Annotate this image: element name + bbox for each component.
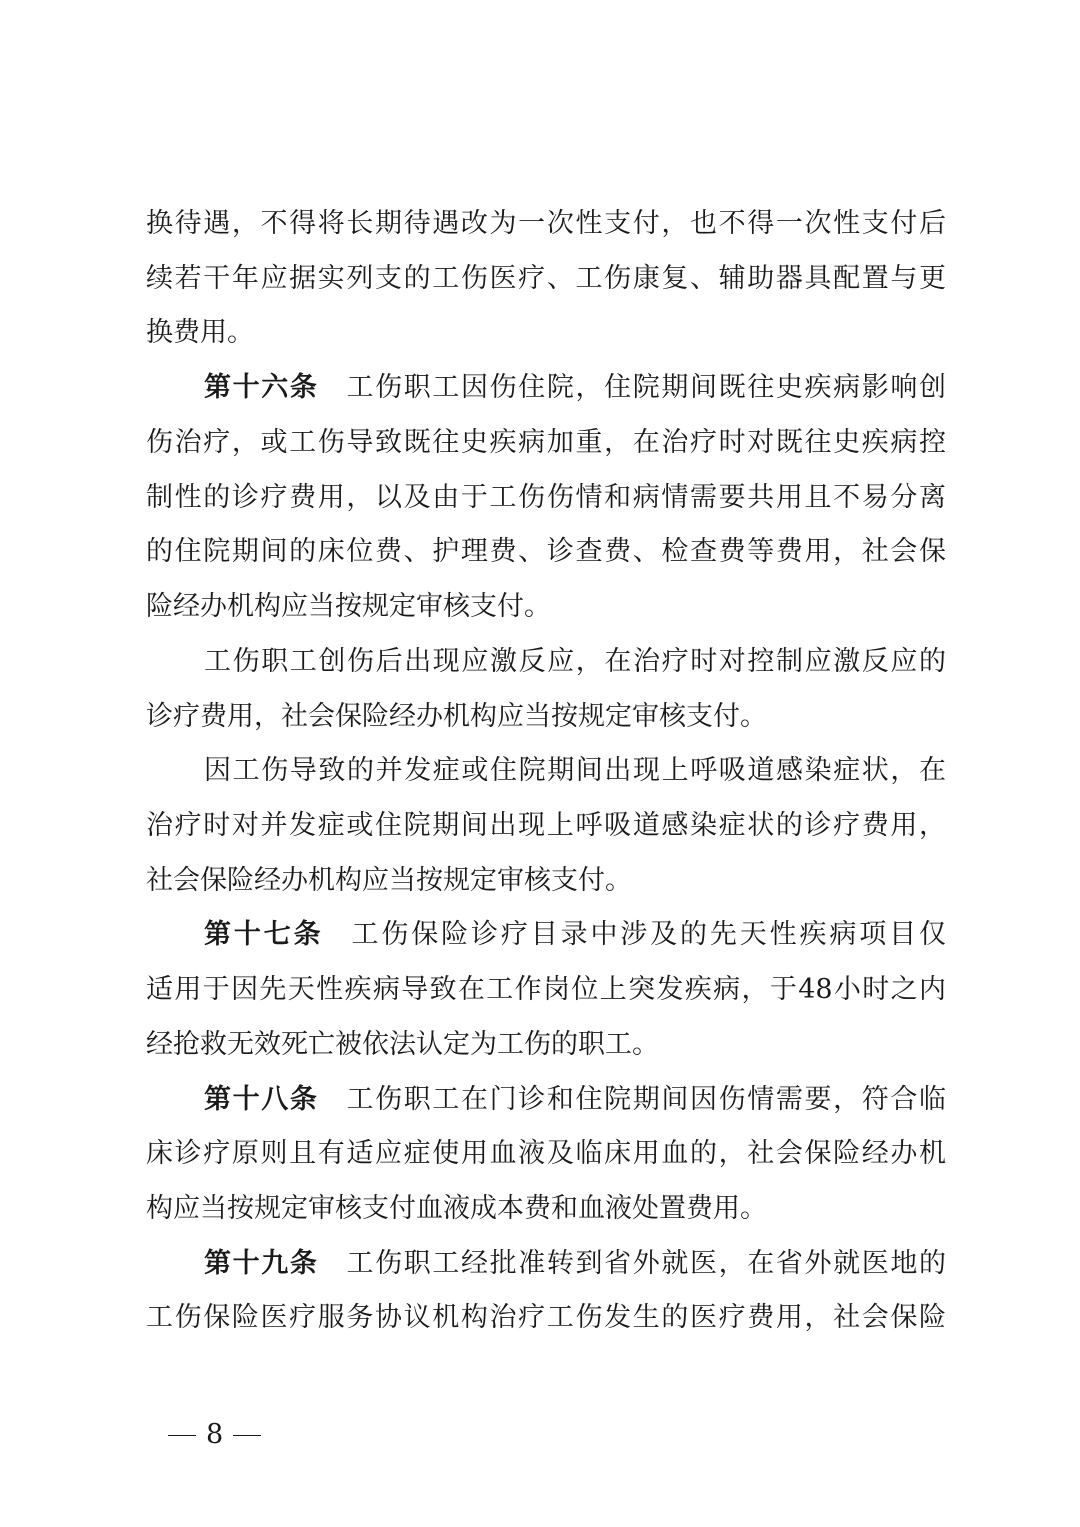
text-line: 制性的诊疗费用，以及由于工伤伤情和病情需要共用且不易分离 xyxy=(146,482,946,513)
text-line: 适用于因先天性疾病导致在工作岗位上突发疾病，于48小时之内 xyxy=(146,974,946,1005)
text-line: 工伤保险诊疗目录中涉及的先天性疾病项目仅 xyxy=(351,919,946,950)
text-line: 续若干年应据实列支的工伤医疗、工伤康复、辅助器具配置与更 xyxy=(146,263,946,294)
dash-left xyxy=(168,1435,196,1436)
page-footer xyxy=(168,1417,261,1453)
text-line: 治疗时对并发症或住院期间出现上呼吸道感染症状的诊疗费用， xyxy=(146,810,946,841)
text-line: 工伤职工因伤住院，住院期间既往史疾病影响创 xyxy=(346,372,946,403)
article-18-label: 第十八条 xyxy=(204,1084,319,1115)
article-16-label: 第十六条 xyxy=(204,372,319,403)
article-18-first-line xyxy=(204,1080,946,1120)
page-number: 8 xyxy=(206,1419,224,1450)
article-17-first-line xyxy=(204,915,946,955)
text-line: 构应当按规定审核支付血液成本费和血液处置费用。 xyxy=(146,1193,767,1224)
text-line: 换待遇，不得将长期待遇改为一次性支付，也不得一次性支付后 xyxy=(146,208,946,239)
text-line: 床诊疗原则且有适应症使用血液及临床用血的，社会保险经办机 xyxy=(146,1138,946,1169)
text-line: 工伤职工在门诊和住院期间因伤情需要，符合临 xyxy=(346,1084,946,1115)
text-line: 工伤保险医疗服务协议机构治疗工伤发生的医疗费用，社会保险 xyxy=(146,1302,946,1333)
article-19-first-line xyxy=(204,1244,946,1284)
dash-right xyxy=(233,1435,261,1436)
article-16-first-line xyxy=(204,368,946,408)
text-line: 诊疗费用，社会保险经办机构应当按规定审核支付。 xyxy=(146,701,767,732)
text-line: 换费用。 xyxy=(146,317,254,348)
article-17-label: 第十七条 xyxy=(204,919,324,950)
text-line: 因工伤导致的并发症或住院期间出现上呼吸道感染症状，在 xyxy=(204,755,946,786)
text-line: 险经办机构应当按规定审核支付。 xyxy=(146,591,551,622)
text-line: 的住院期间的床位费、护理费、诊查费、检查费等费用，社会保 xyxy=(146,536,946,567)
text-line: 工伤职工经批准转到省外就医，在省外就医地的 xyxy=(346,1248,946,1279)
text-line: 伤治疗，或工伤导致既往史疾病加重，在治疗时对既往史疾病控 xyxy=(146,427,946,458)
article-19-label: 第十九条 xyxy=(204,1248,319,1279)
text-line: 经抢救无效死亡被依法认定为工伤的职工。 xyxy=(146,1029,659,1060)
text-line: 工伤职工创伤后出现应激反应，在治疗时对控制应激反应的 xyxy=(204,646,946,677)
text-line: 社会保险经办机构应当按规定审核支付。 xyxy=(146,865,632,896)
